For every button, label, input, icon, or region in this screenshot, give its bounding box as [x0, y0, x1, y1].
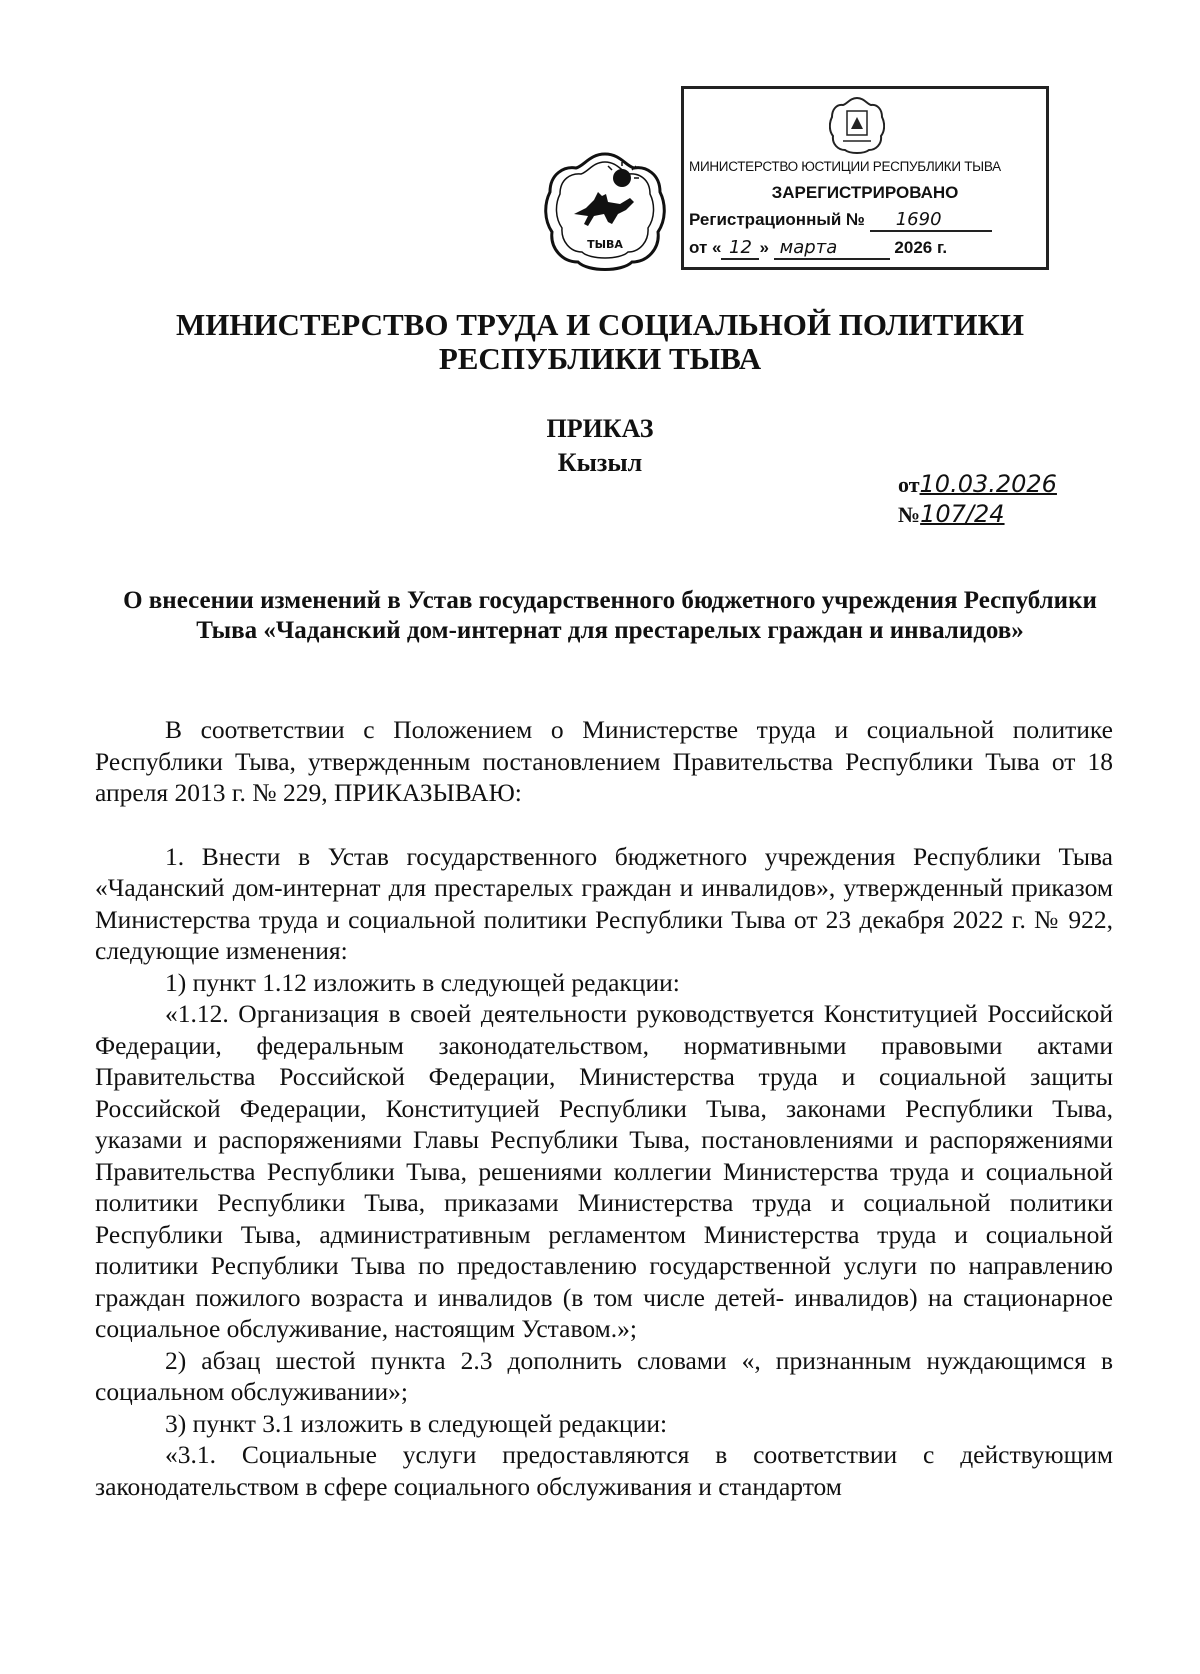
- stamp-month-field: [774, 237, 890, 260]
- stamp-date-mid: »: [759, 238, 769, 257]
- document-number-value: 107/24: [920, 500, 1005, 528]
- stamp-day: 12: [729, 237, 752, 258]
- stamp-status: ЗАРЕГИСТРИРОВАНО: [771, 183, 959, 202]
- registration-stamp: [681, 86, 1049, 270]
- ministry-title: [0, 308, 1200, 376]
- document-body: [95, 714, 1113, 1502]
- stamp-reg-number-field: [870, 209, 992, 232]
- stamp-ministry: МИНИСТЕРСТВО ЮСТИЦИИ РЕСПУБЛИКИ ТЫВА: [689, 159, 1001, 174]
- order-label: ПРИКАЗ: [546, 414, 654, 443]
- paragraph-subitem-1: 1) пункт 1.12 изложить в следующей редакции:: [165, 967, 680, 997]
- stamp-reg-label: Регистрационный №: [689, 210, 865, 229]
- document-subject: О внесении изменений в Устав государственного бюджетного учреждения Республики Тыва «Чаданский дом-интернат для престарелых граждан и инвалидов»: [123, 587, 1097, 644]
- stamp-reg-number-row: [689, 209, 992, 232]
- paragraph-preamble: В соответствии с Положением о Министерстве труда и социальной политике Республики Тыва, утвержденным постановлением Правительства Республики Тыва от 18 апреля 2013 г. № 229, ПРИКАЗЫВАЮ:: [95, 715, 1113, 807]
- city-label: Кызыл: [557, 448, 643, 477]
- tuva-emblem-icon: [542, 148, 668, 278]
- paragraph-item-1: 1. Внести в Устав государственного бюджетного учреждения Республики Тыва «Чаданский дом-интернат для престарелых граждан и инвалидов», утвержденный приказом Министерства труда и социальной политики Республики Тыва от 23 декабря 2022 г. № 922, следующие изменения:: [95, 841, 1113, 965]
- stamp-month: марта: [779, 237, 838, 258]
- document-date-value: 10.03.2026: [919, 470, 1057, 498]
- stamp-reg-number: 1690: [895, 209, 942, 230]
- stamp-year: 2026 г.: [894, 238, 948, 257]
- document-number-row: [898, 500, 1110, 528]
- document-date-label: от: [898, 472, 920, 497]
- stamp-date-prefix: от «: [689, 238, 722, 257]
- ministry-title-line2: РЕСПУБЛИКИ ТЫВА: [438, 341, 762, 376]
- paragraph-quote-3-1: «3.1. Социальные услуги предоставляются в соответствии с действующим законодательством в сфере социального обслуживания и стандартом: [95, 1440, 1113, 1501]
- stamp-emblem-icon: [829, 95, 885, 155]
- document-number-label: №: [898, 502, 921, 527]
- stamp-date-row: [689, 237, 947, 260]
- stamp-day-field: [721, 237, 759, 260]
- ministry-title-line1: МИНИСТЕРСТВО ТРУДА И СОЦИАЛЬНОЙ ПОЛИТИКИ: [175, 307, 1025, 342]
- paragraph-quote-1-12: «1.12. Организация в своей деятельности руководствуется Конституцией Российской Федерации, федеральным законодательством, нормативными правовыми актами Правительства Российской Федерации, Министерства труда и социальной защиты Российской Федерации, Конституцией Республики Тыва, законами Республики Тыва, указами и распоряжениями Главы Республики Тыва, постановлениями и распоряжениями Правительства Республики Тыва, решениями коллегии Министерства труда и социальной политики Республики Тыва, приказами Министерства труда и социальной политики Республики Тыва, административным регламентом Министерства труда и социальной политики Республики Тыва по предоставлению государственной услуги по направлению граждан пожилого возраста и инвалидов (в том числе детей- инвалидов) на стационарное социальное обслуживание, настоящим Уставом.»;: [95, 999, 1113, 1343]
- document-date-row: [898, 470, 1110, 498]
- paragraph-subitem-2: 2) абзац шестой пункта 2.3 дополнить словами «, признанным нуждающимся в социальном обслуживании»;: [95, 1345, 1113, 1406]
- svg-text:ТЫВА: ТЫВА: [587, 238, 623, 251]
- paragraph-subitem-3: 3) пункт 3.1 изложить в следующей редакции:: [165, 1408, 668, 1438]
